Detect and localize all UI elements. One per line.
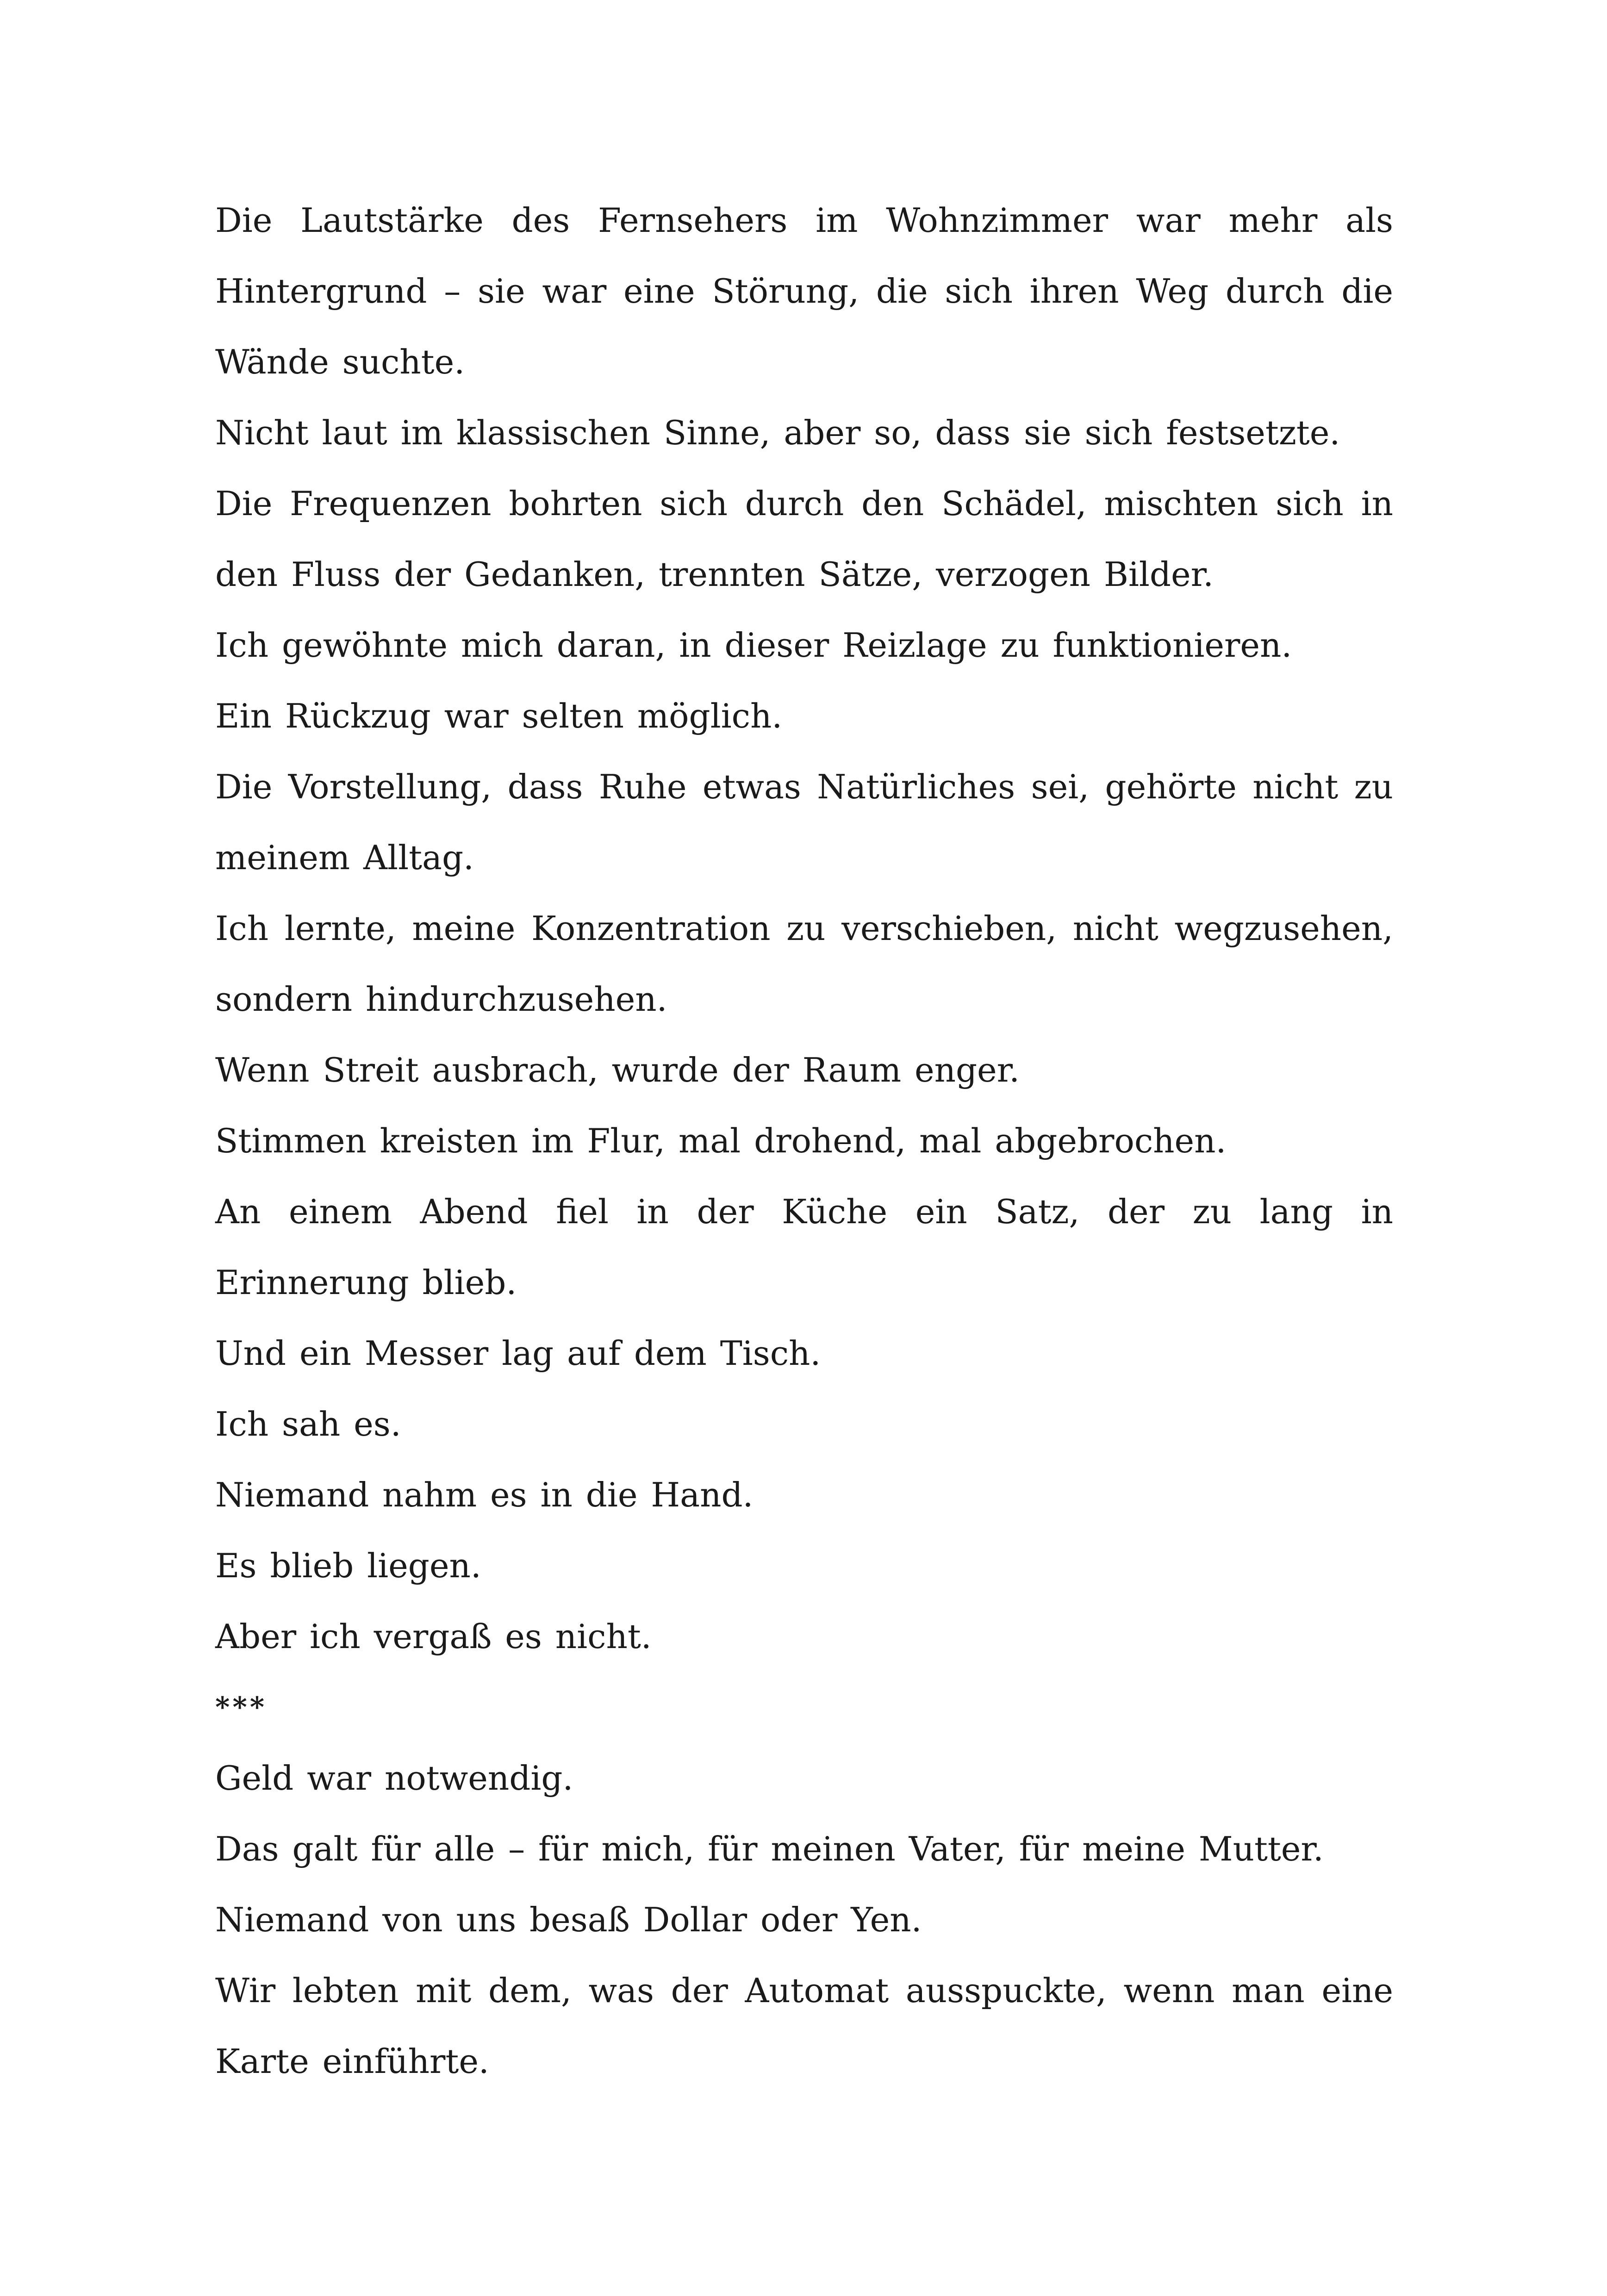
paragraph-6: Die Vorstellung, dass Ruhe etwas Natürliches sei, gehörte nicht zu meinem Alltag. bbox=[215, 767, 1393, 877]
paragraph-15: Aber ich vergaß es nicht. bbox=[215, 1617, 652, 1656]
paragraph-1: Die Lautstärke des Fernsehers im Wohnzimmer war mehr als Hintergrund – sie war eine Störung, die sich ihren Weg durch die Wände suchte. bbox=[215, 201, 1393, 381]
paragraph-16: Geld war notwendig. bbox=[215, 1759, 573, 1798]
paragraph-19: Wir lebten mit dem, was der Automat ausspuckte, wenn man eine Karte einführte. bbox=[215, 1971, 1393, 2081]
paragraph-8: Wenn Streit ausbrach, wurde der Raum enger. bbox=[215, 1051, 1020, 1089]
paragraph-13: Niemand nahm es in die Hand. bbox=[215, 1475, 754, 1514]
paragraph-2: Nicht laut im klassischen Sinne, aber so, dass sie sich festsetzte. bbox=[215, 413, 1340, 452]
paragraph-17: Das galt für alle – für mich, für meinen Vater, für meine Mutter. bbox=[215, 1829, 1324, 1868]
paragraph-7: Ich lernte, meine Konzentration zu verschieben, nicht wegzusehen, sondern hindurchzusehen. bbox=[215, 909, 1393, 1019]
paragraph-14: Es blieb liegen. bbox=[215, 1546, 481, 1585]
paragraph-5: Ein Rückzug war selten möglich. bbox=[215, 697, 783, 735]
paragraph-10: An einem Abend fiel in der Küche ein Satz, der zu lang in Erinnerung blieb. bbox=[215, 1192, 1393, 1302]
body-text bbox=[215, 185, 1393, 2097]
paragraph-9: Stimmen kreisten im Flur, mal drohend, mal abgebrochen. bbox=[215, 1121, 1227, 1160]
paragraph-11: Und ein Messer lag auf dem Tisch. bbox=[215, 1334, 821, 1373]
paragraph-18: Niemand von uns besaß Dollar oder Yen. bbox=[215, 1900, 922, 1939]
section-separator: *** bbox=[215, 1691, 268, 1724]
paragraph-3: Die Frequenzen bohrten sich durch den Schädel, mischten sich in den Fluss der Gedanken, trennten Sätze, verzogen Bilder. bbox=[215, 484, 1393, 594]
paragraph-4: Ich gewöhnte mich daran, in dieser Reizlage zu funktionieren. bbox=[215, 626, 1292, 665]
paragraph-12: Ich sah es. bbox=[215, 1405, 401, 1444]
